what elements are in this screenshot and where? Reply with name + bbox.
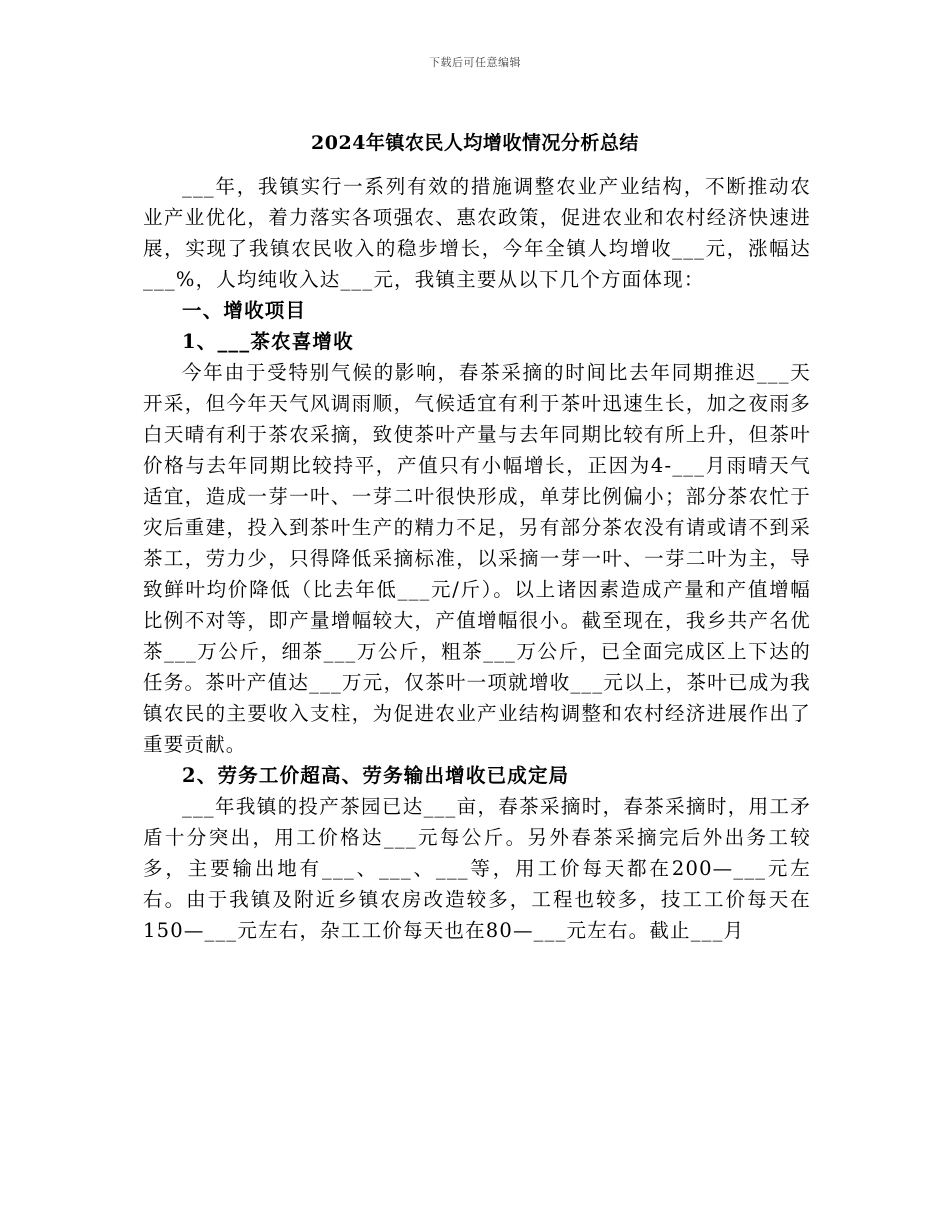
paragraph-tea-farming: 今年由于受特别气候的影响，春茶采摘的时间比去年同期推迟___天开采，但今年天气风调雨顺，气候适宜有利于茶叶迅速生长，加之夜雨多白天晴有利于茶农采摘，致使茶叶产量与去年同期比较有所上升，但茶叶价格与去年同期比较持平，产值只有小幅增长，正因为4-___月雨晴天气适宜，造成一芽一叶、一芽二叶很快形成，单芽比例偏小；部分茶农忙于灾后重建，投入到茶叶生产的精力不足，另有部分茶农没有请或请不到采茶工，劳力少，只得降低采摘标准，以采摘一芽一叶、一芽二叶为主，导致鲜叶均价降低（比去年低___元/斤）。以上诸因素造成产量和产值增幅比例不对等，即产量增幅较大，产值增幅很小。截至现在，我乡共产名优茶___万公斤，细茶___万公斤，粗茶___万公斤，已全面完成区上下达的任务。茶叶产值达___万元，仅茶叶一项就增收___元以上，茶叶已成为我镇农民的主要收入支柱，为促进农业产业结构调整和农村经济进展作出了重要贡献。 [143,361,811,756]
section-heading-income-projects: 一、增收项目 [182,299,307,322]
page-title: 2024年镇农民人均增收情况分析总结 [311,132,639,154]
subsection-heading-labor-export: 2、劳务工价超高、劳务输出增收已成定局 [182,764,570,787]
document-body [143,171,811,946]
paragraph-labor: ___年我镇的投产茶园已达___亩，春茶采摘时，春茶采摘时，用工矛盾十分突出，用工价格达___元每公斤。另外春茶采摘完后外出务工较多，主要输出地有___、___、___等，用工价每天都在200—___元左右。由于我镇及附近乡镇农房改造较多，工程也较多，技工工价每天在150—___元左右，杂工工价每天也在80—___元左右。截止___月 [143,795,811,942]
paragraph-intro: ___年，我镇实行一系列有效的措施调整农业产业结构，不断推动农业产业优化，着力落实各项强农、惠农政策，促进农业和农村经济快速进展，实现了我镇农民收入的稳步增长，今年全镇人均增收___元，涨幅达___%，人均纯收入达___元，我镇主要从以下几个方面体现： [143,175,811,291]
subsection-heading-tea-farmers: 1、___茶农喜增收 [182,330,354,353]
header-note: 下载后可任意编辑 [429,56,521,69]
